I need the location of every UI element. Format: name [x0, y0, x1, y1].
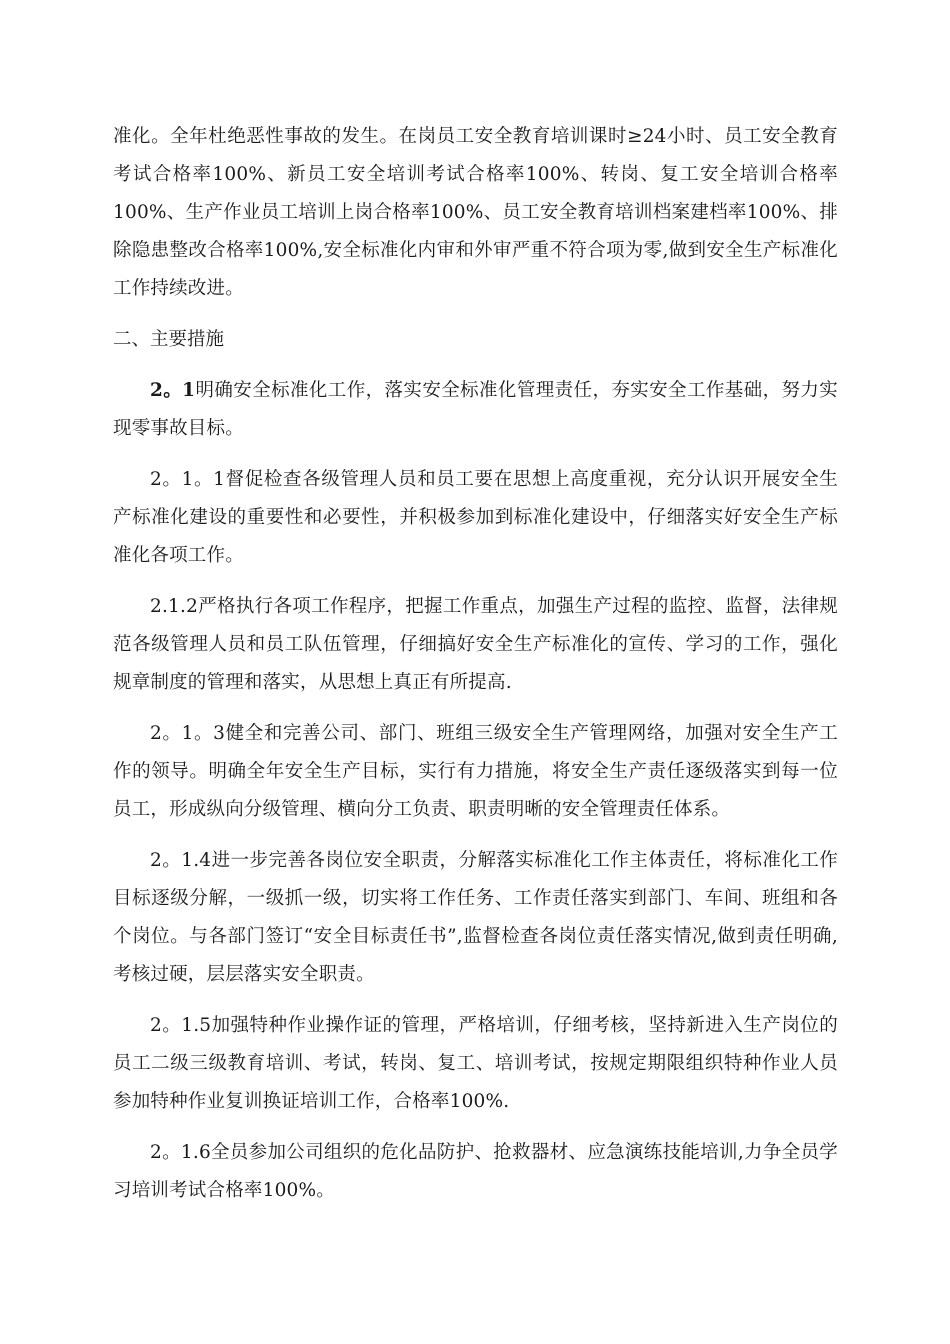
paragraph-2-1-6: 2。1.6全员参加公司组织的危化品防护、抢救器材、应急演练技能培训,力争全员学习培训考试合格率100%。 — [113, 1142, 838, 1201]
document-page — [113, 118, 838, 1210]
paragraph-2-1-1: 2。1。1督促检查各级管理人员和员工要在思想上高度重视，充分认识开展安全生产标准化建设的重要性和必要性，并积极参加到标准化建设中，仔细落实好安全生产标准化各项工作。 — [113, 469, 838, 566]
paragraph-2-1-4: 2。1.4进一步完善各岗位安全职责，分解落实标准化工作主体责任，将标准化工作目标逐级分解，一级抓一级，切实将工作任务、工作责任落实到部门、车间、班组和各个岗位。与各部门签订“安全目标责任书”,监督检查各岗位责任落实情况,做到责任明确,考核过硬，层层落实安全职责。 — [113, 850, 838, 985]
paragraph-2-1-number: 2。1 — [150, 380, 196, 401]
paragraph-2-1-3: 2。1。3健全和完善公司、部门、班组三级安全生产管理网络，加强对安全生产工作的领导。明确全年安全生产目标，实行有力措施，将安全生产责任逐级落实到每一位员工，形成纵向分级管理、横向分工负责、职责明晰的安全管理责任体系。 — [113, 723, 838, 820]
paragraph-2-1-text: 明确安全标准化工作，落实安全标准化管理责任，夯实安全工作基础，努力实现零事故目标。 — [113, 380, 838, 439]
paragraph-2-1-2: 2.1.2严格执行各项工作程序，把握工作重点，加强生产过程的监控、监督，法律规范各级管理人员和员工队伍管理，仔细搞好安全生产标准化的宣传、学习的工作，强化规章制度的管理和落实，从思想上真正有所提高. — [113, 596, 838, 693]
section-heading-main-measures: 二、主要措施 — [113, 329, 225, 350]
paragraph-2-1-5: 2。1.5加强特种作业操作证的管理，严格培训，仔细考核，坚持新进入生产岗位的员工二级三级教育培训、考试，转岗、复工、培训考试，按规定期限组织特种作业人员参加特种作业复训换证培训工作，合格率100%. — [113, 1015, 838, 1112]
paragraph-targets: 准化。全年杜绝恶性事故的发生。在岗员工安全教育培训课时≥24小时、员工安全教育考试合格率100%、新员工安全培训考试合格率100%、转岗、复工安全培训合格率100%、生产作业员工培训上岗合格率100%、员工安全教育培训档案建档率100%、排除隐患整改合格率100%,安全标准化内审和外审严重不符合项为零,做到安全生产标准化工作持续改进。 — [113, 126, 838, 299]
paragraph-2-1 — [113, 372, 838, 448]
